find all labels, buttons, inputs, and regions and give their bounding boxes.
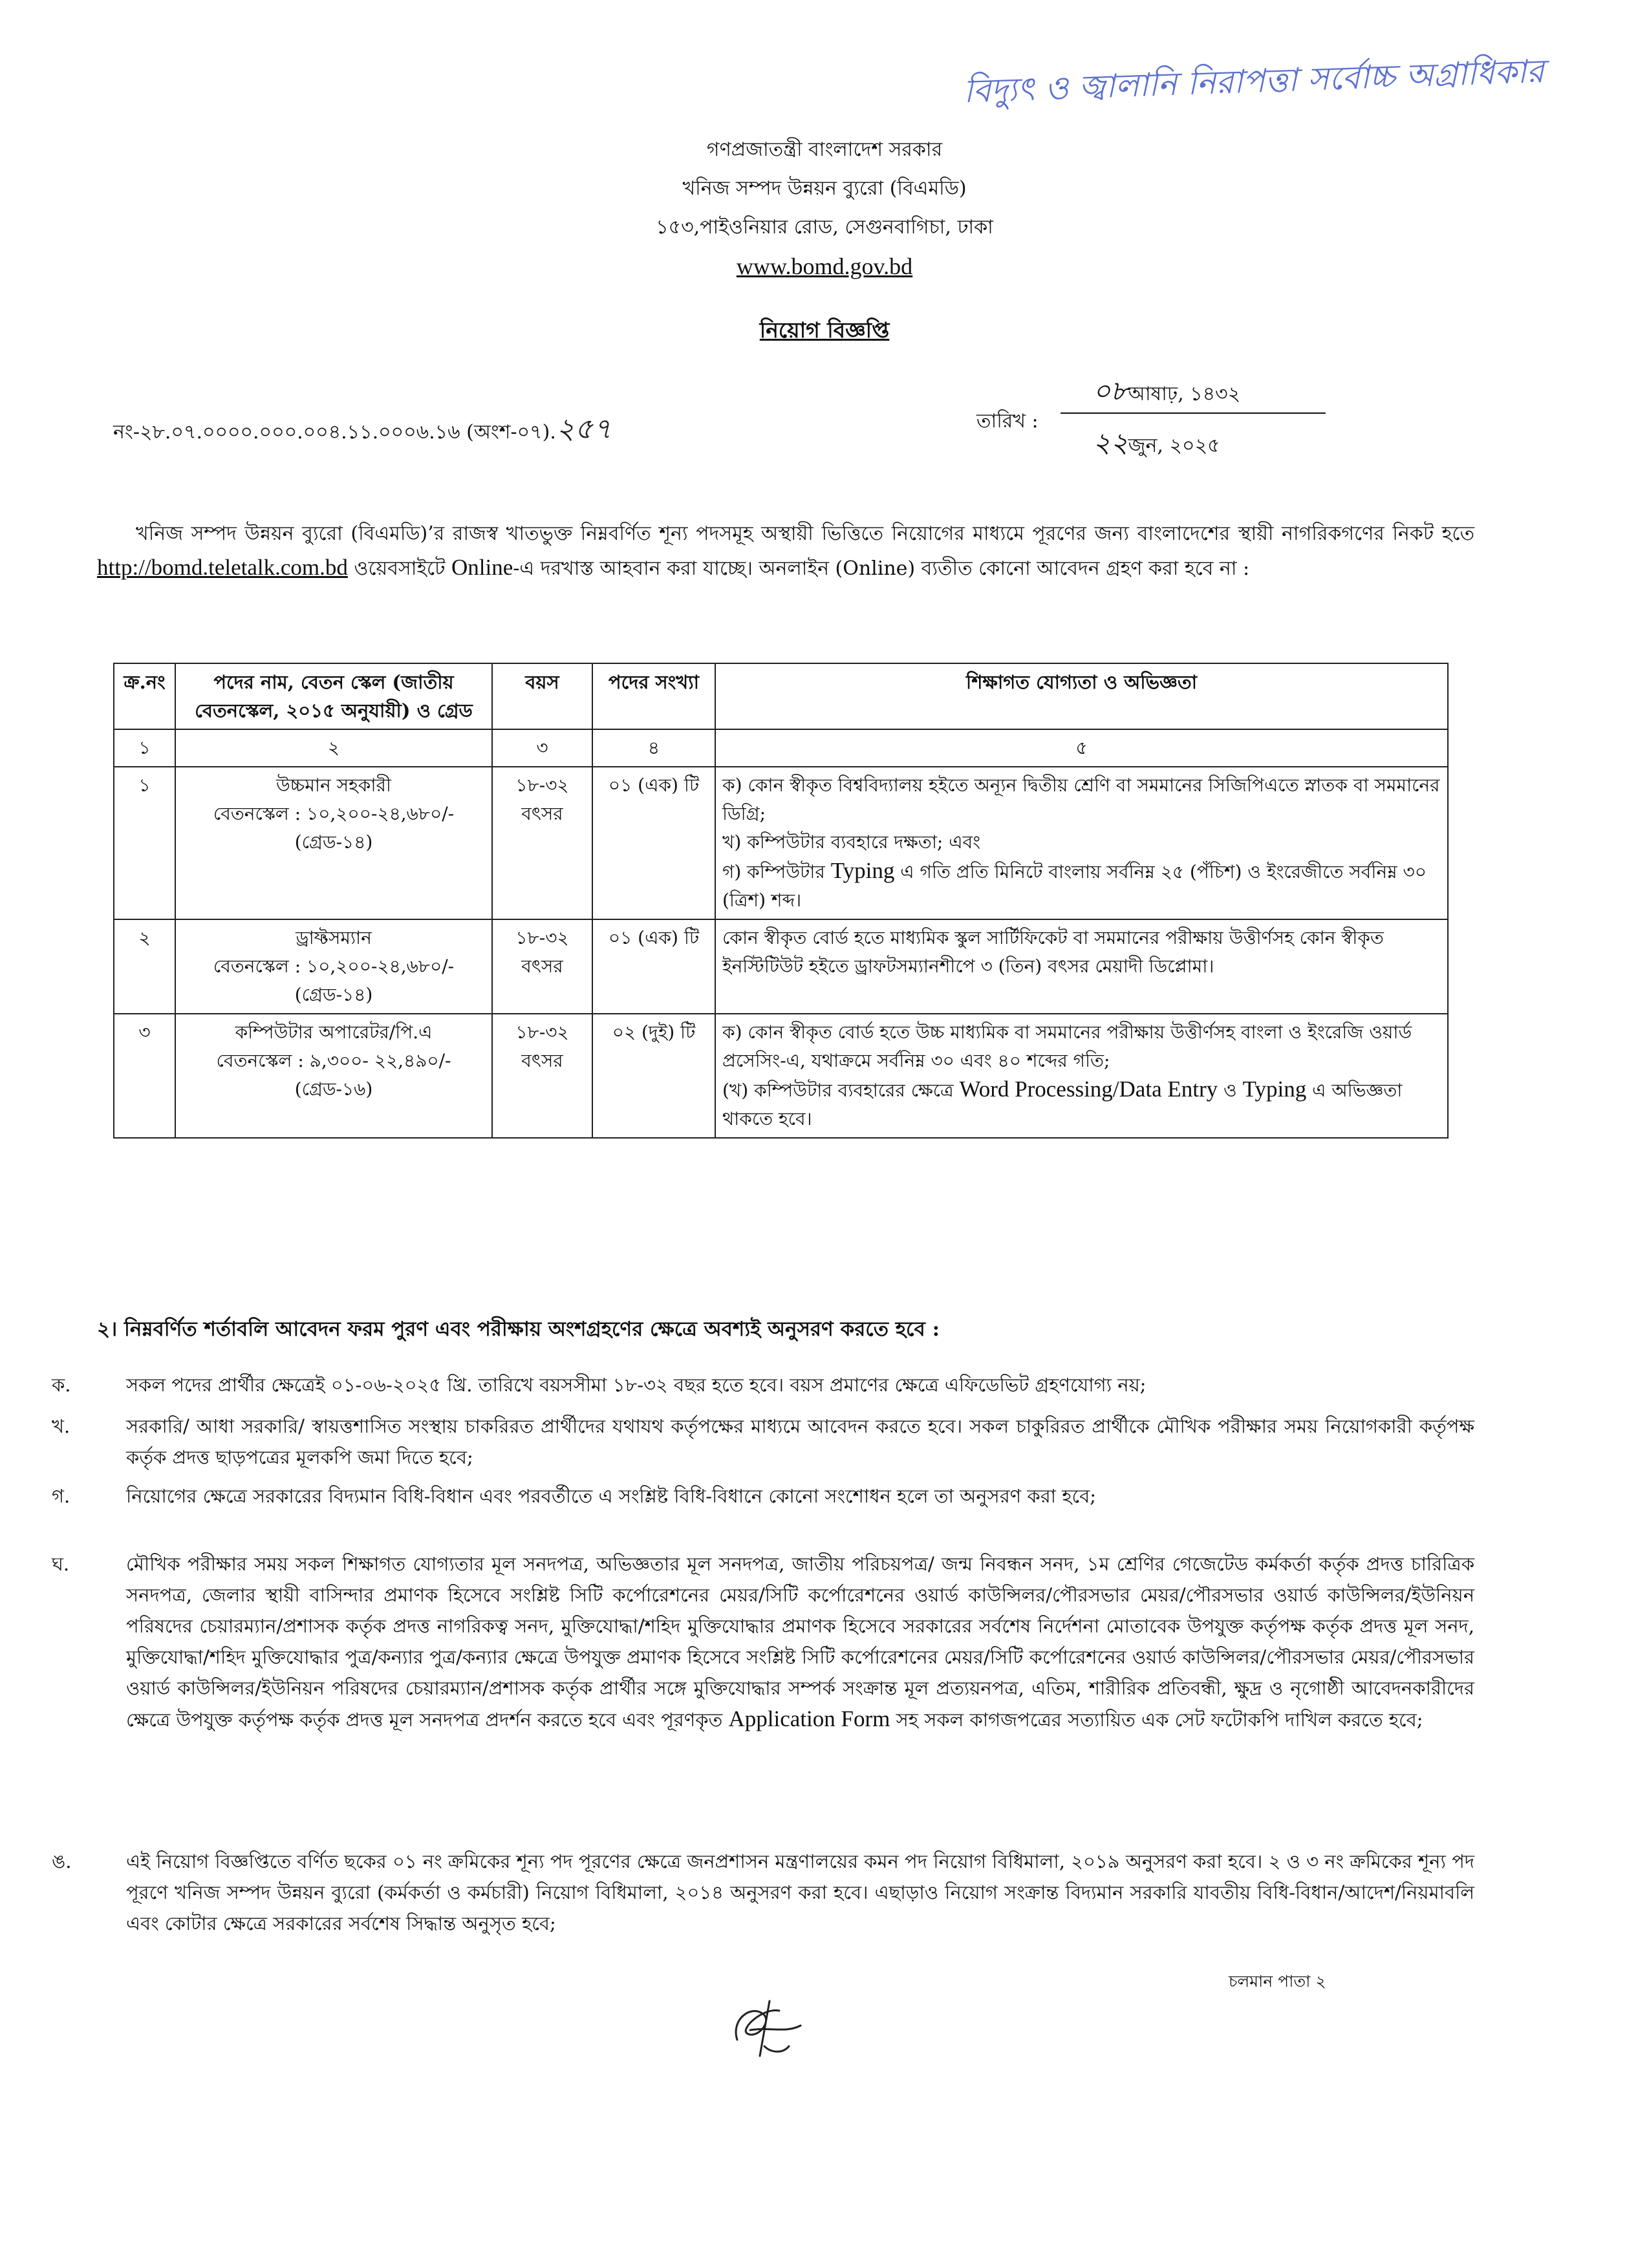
- row-sl: ৩: [114, 1014, 175, 1138]
- condition-text: নিয়োগের ক্ষেত্রে সরকারের বিদ্যমান বিধি-বিধান এবং পরবর্তীতে এ সংশ্লিষ্ট বিধি-বিধানে কোনো সংশোধন হলে তা অনুসরণ করা হবে;: [126, 1485, 1097, 1507]
- date-greg-day: ২২: [1093, 427, 1128, 458]
- row-qualification: [715, 919, 1448, 1014]
- condition-label: ঘ.: [52, 1553, 70, 1575]
- col-header-post: পদের নাম, বেতন স্কেল (জাতীয় বেতনস্কেল, ২০১৫ অনুযায়ী) ও গ্রেড: [175, 663, 492, 729]
- condition-text: এই নিয়োগ বিজ্ঞপ্তিতে বর্ণিত ছকের ০১ নং ক্রমিকের শূন্য পদ পূরণের ক্ষেত্রে জনপ্রশাসন মন্ত্রণালয়ের কমন পদ নিয়োগ বিধিমালা, ২০১৯ অনুসরণ করা হবে। ২ ও ৩ নং ক্রমিকের শূন্য পদ পূরণে খনিজ সম্পদ উন্নয়ন ব্যুরো (কর্মকর্তা ও কর্মচারী) নিয়োগ বিধিমালা, ২০১৪ অনুসরণ করা হবে। এছাড়াও নিয়োগ সংক্রান্ত বিদ্যমান সরকারি যাবতীয় বিধি-বিধান/আদেশ/নিয়মাবলি এবং কোটার ক্ষেত্রে সরকারের সর্বশেষ সিদ্ধান্ত অনুসৃত হবে;: [126, 1850, 1474, 1934]
- continued-page-note: চলমান পাতা ২: [1229, 1972, 1326, 1991]
- intro-text-2: ওয়েবসাইটে: [354, 557, 446, 580]
- condition-label: খ.: [52, 1415, 70, 1437]
- qual-line: খ) কম্পিউটার ব্যবহারে দক্ষতা; এবং: [722, 831, 981, 853]
- date-label: তারিখ :: [976, 410, 1039, 433]
- conditions-heading: ২। নিম্নবর্ণিত শর্তাবলি আবেদন ফরম পুরণ এবং পরীক্ষায় অংশগ্রহণের ক্ষেত্রে অবশ্যই অনুসরণ করতে হবে :: [97, 1318, 940, 1341]
- row-age: ১৮-৩২ বৎসর: [492, 1014, 592, 1138]
- grade: (গ্রেড-১৬): [294, 1078, 373, 1100]
- post-title: ড্রাফ্টসম্যান: [296, 927, 372, 948]
- signature-mark: [724, 1995, 808, 2066]
- pay-scale: বেতনস্কেল : ১০,২০০-২৪,৬৮০/-: [213, 803, 455, 824]
- grade: (গ্রেড-১৪): [294, 984, 373, 1005]
- colnum: ৩: [492, 729, 592, 767]
- intro-online: Online: [451, 555, 513, 580]
- row-count: ০২ (দুই) টি: [592, 1014, 715, 1138]
- date-greg-rest: জুন, ২০২৫: [1128, 434, 1220, 457]
- row-count: ০১ (এক) টি: [592, 919, 715, 1014]
- qual-line: ক) কোন স্বীকৃত বিশ্ববিদ্যালয় হইতে অন্যূন দ্বিতীয় শ্রেণি বা সমমানের সিজিপিএতে স্নাতক বা সমমানের ডিগ্রি;: [722, 775, 1440, 824]
- date-divider: [1061, 412, 1326, 414]
- row-sl: ২: [114, 919, 175, 1014]
- row-post: [175, 1014, 492, 1138]
- date-bangla-day: ০৮: [1093, 375, 1128, 407]
- condition-label: ঙ.: [52, 1850, 72, 1872]
- row-count: ০১ (এক) টি: [592, 767, 715, 919]
- date-gregorian: [1093, 422, 1220, 467]
- condition-item: [52, 1481, 1474, 1512]
- row-qualification: [715, 1014, 1448, 1138]
- teletalk-link[interactable]: http://bomd.teletalk.com.bd: [97, 555, 348, 580]
- col-header-qual: শিক্ষাগত যোগ্যতা ও অভিজ্ঞতা: [715, 663, 1448, 729]
- qual-line: ক) কোন স্বীকৃত বোর্ড হতে উচ্চ মাধ্যমিক বা সমমানের পরীক্ষায় উত্তীর্ণসহ বাংলা ও ইংরেজি ওয়ার্ড প্রসেসিং-এ, যথাক্রমে সর্বনিম্ন ৩০ এবং ৪০ শব্দের গতি;: [722, 1022, 1412, 1071]
- pay-scale: বেতনস্কেল : ৯,৩০০- ২২,৪৯০/-: [216, 1050, 451, 1071]
- pay-scale: বেতনস্কেল : ১০,২০০-২৪,৬৮০/-: [213, 956, 455, 977]
- condition-label: গ.: [52, 1485, 70, 1507]
- grade: (গ্রেড-১৪): [294, 831, 373, 853]
- colnum: ৪: [592, 729, 715, 767]
- row-post: [175, 919, 492, 1014]
- qual-line: কোন স্বীকৃত বোর্ড হতে মাধ্যমিক স্কুল সার্টিফিকেট বা সমমানের পরীক্ষায় উত্তীর্ণসহ কোন স্বীকৃত ইনস্টিটিউট হইতে ড্রাফটসম্যানশীপে ৩ (তিন) বৎসর মেয়াদী ডিপ্লোমা।: [722, 927, 1384, 977]
- col-header-count: পদের সংখ্যা: [592, 663, 715, 729]
- vacancy-table: [113, 663, 1449, 1139]
- condition-text: সরকারি/ আধা সরকারি/ স্বায়ত্তশাসিত সংস্থায় চাকরিরত প্রার্থীদের যথাযথ কর্তৃপক্ষের মাধ্যমে আবেদন করতে হবে। সকল চাকুরিরত প্রার্থীকে মৌখিক পরীক্ষার সময় নিয়োগকারী কর্তৃপক্ষ কর্তৃক প্রদত্ত ছাড়পত্রের মূলকপি জমা দিতে হবে;: [126, 1415, 1474, 1468]
- memo-number: নং-২৮.০৭.০০০০.০০০.০০৪.১১.০০০৬.১৬ (অংশ-০৭).২৫৭: [113, 412, 612, 445]
- col-header-sl: ক্র.নং: [114, 663, 175, 729]
- office-address: ১৫৩,পাইওনিয়ার রোড, সেগুনবাগিচা, ঢাকা: [656, 216, 993, 239]
- colnum: ১: [114, 729, 175, 767]
- qual-line: (খ) কম্পিউটার ব্যবহারের ক্ষেত্রে Word Processing/Data Entry ও Typing এ অভিজ্ঞতা থাকতে হবে।: [722, 1076, 1403, 1129]
- condition-label: ক.: [52, 1374, 71, 1396]
- intro-paragraph: [97, 517, 1474, 586]
- memo-number-text: নং-২৮.০৭.০০০০.০০০.০০৪.১১.০০০৬.১৬ (অংশ-০৭): [113, 421, 550, 444]
- condition-item: [52, 1846, 1474, 1939]
- table-row: [114, 1014, 1448, 1138]
- condition-text: মৌখিক পরীক্ষার সময় সকল শিক্ষাগত যোগ্যতার মূল সনদপত্র, অভিজ্ঞতার মূল সনদপত্র, জাতীয় পরিচয়পত্র/ জন্ম নিবন্ধন সনদ, ১ম শ্রেণির গেজেটেড কর্মকর্তা কর্তৃক প্রদত্ত চারিত্রিক সনদপত্র, জেলার স্থায়ী বাসিন্দার প্রমাণক হিসেবে সংশ্লিষ্ট সিটি কর্পোরেশনের মেয়র/সিটি কর্পোরেশনের ওয়ার্ড কাউন্সিলর/পৌরসভার মেয়র/পৌরসভার ওয়ার্ড কাউন্সিলর/ইউনিয়ন পরিষদের চেয়ারম্যান/প্রশাসক কর্তৃক প্রদত্ত নাগরিকত্ব সনদ, মুক্তিযোদ্ধা/শহিদ মুক্তিযোদ্ধার প্রমাণক হিসেবে সরকারের সর্বশেষ নির্দেশনা মোতাবেক উপযুক্ত কর্তৃপক্ষ কর্তৃক প্রদত্ত মূল সনদ, মুক্তিযোদ্ধা/শহিদ মুক্তিযোদ্ধার পুত্র/কন্যার পুত্র/কন্যার ক্ষেত্রে উপযুক্ত প্রমাণক হিসেবে সংশ্লিষ্ট সিটি কর্পোরেশনের মেয়র/সিটি কর্পোরেশনের ওয়ার্ড কাউন্সিলর/পৌরসভার মেয়র/পৌরসভার ওয়ার্ড কাউন্সিলর/ইউনিয়ন পরিষদের চেয়ারম্যান/প্রশাসক কর্তৃক প্রার্থীর সঙ্গে মুক্তিযোদ্ধার সম্পর্ক সংক্রান্ত মূল প্রত্যয়নপত্র, এতিম, শারীরিক প্রতিবন্ধী, ক্ষুদ্র ও নৃগোষ্ঠী আবেদনকারীদের ক্ষেত্রে উপযুক্ত কর্তৃপক্ষ কর্তৃক প্রদত্ত মূল সনদপত্র প্রদর্শন করতে হবে এবং পূরণকৃত Application Form সহ সকল কাগজপত্রের সত্যায়িত এক সেট ফটোকপি দাখিল করতে হবে;: [126, 1553, 1474, 1731]
- office-name: খনিজ সম্পদ উন্নয়ন ব্যুরো (বিএমডি): [682, 177, 967, 200]
- row-qualification: [715, 767, 1448, 919]
- date-bangla-rest: আষাঢ়, ১৪৩২: [1128, 383, 1241, 405]
- colnum: ২: [175, 729, 492, 767]
- row-sl: ১: [114, 767, 175, 919]
- row-age: ১৮-৩২ বৎসর: [492, 767, 592, 919]
- intro-text-1: খনিজ সম্পদ উন্নয়ন ব্যুরো (বিএমডি)’র রাজস্ব খাতভুক্ত নিম্নবর্ণিত শূন্য পদসমূহ অস্থায়ী ভিত্তিতে নিয়োগের মাধ্যমে পূরণের জন্য বাংলাদেশের স্থায়ী নাগরিকগণের নিকট হতে: [136, 522, 1474, 545]
- page-title: নিয়োগ বিজ্ঞপ্তি: [759, 317, 890, 343]
- condition-item: [52, 1411, 1474, 1473]
- table-row: [114, 767, 1448, 919]
- memo-handwritten: ২৫৭: [555, 412, 612, 445]
- qual-line: গ) কম্পিউটার Typing এ গতি প্রতি মিনিটে বাংলায় সর্বনিম্ন ২৫ (পঁচিশ) ও ইংরেজীতে সর্বনিম্ন ৩০ (ত্রিশ) শব্দ।: [722, 858, 1427, 911]
- date-bangla: [1093, 370, 1240, 416]
- condition-text: সকল পদের প্রার্থীর ক্ষেত্রেই ০১-০৬-২০২৫ খ্রি. তারিখে বয়সসীমা ১৮-৩২ বছর হতে হবে। বয়স প্রমাণের ক্ষেত্রে এফিডেভিট গ্রহণযোগ্য নয়;: [126, 1374, 1147, 1396]
- table-row: [114, 919, 1448, 1014]
- col-header-age: বয়স: [492, 663, 592, 729]
- govt-name: গণপ্রজাতন্ত্রী বাংলাদেশ সরকার: [706, 138, 943, 161]
- table-colnum-row: [114, 729, 1448, 767]
- table-header-row: [114, 663, 1448, 729]
- colnum: ৫: [715, 729, 1448, 767]
- website-link[interactable]: www.bomd.gov.bd: [736, 253, 913, 279]
- intro-text-3: -এ দরখাস্ত আহবান করা যাচ্ছে। অনলাইন (Online) ব্যতীত কোনো আবেদন গ্রহণ করা হবে না :: [513, 557, 1250, 580]
- condition-item: [52, 1369, 1474, 1400]
- post-title: কম্পিউটার অপারেটর/পি.এ: [235, 1022, 433, 1043]
- row-age: ১৮-৩২ বৎসর: [492, 919, 592, 1014]
- priority-stamp: বিদ্যুৎ ও জ্বালানি নিরাপত্তা সর্বোচ্চ অগ্রাধিকার: [963, 52, 1545, 111]
- condition-item: [52, 1548, 1474, 1735]
- post-title: উচ্চমান সহকারী: [276, 775, 391, 796]
- row-post: [175, 767, 492, 919]
